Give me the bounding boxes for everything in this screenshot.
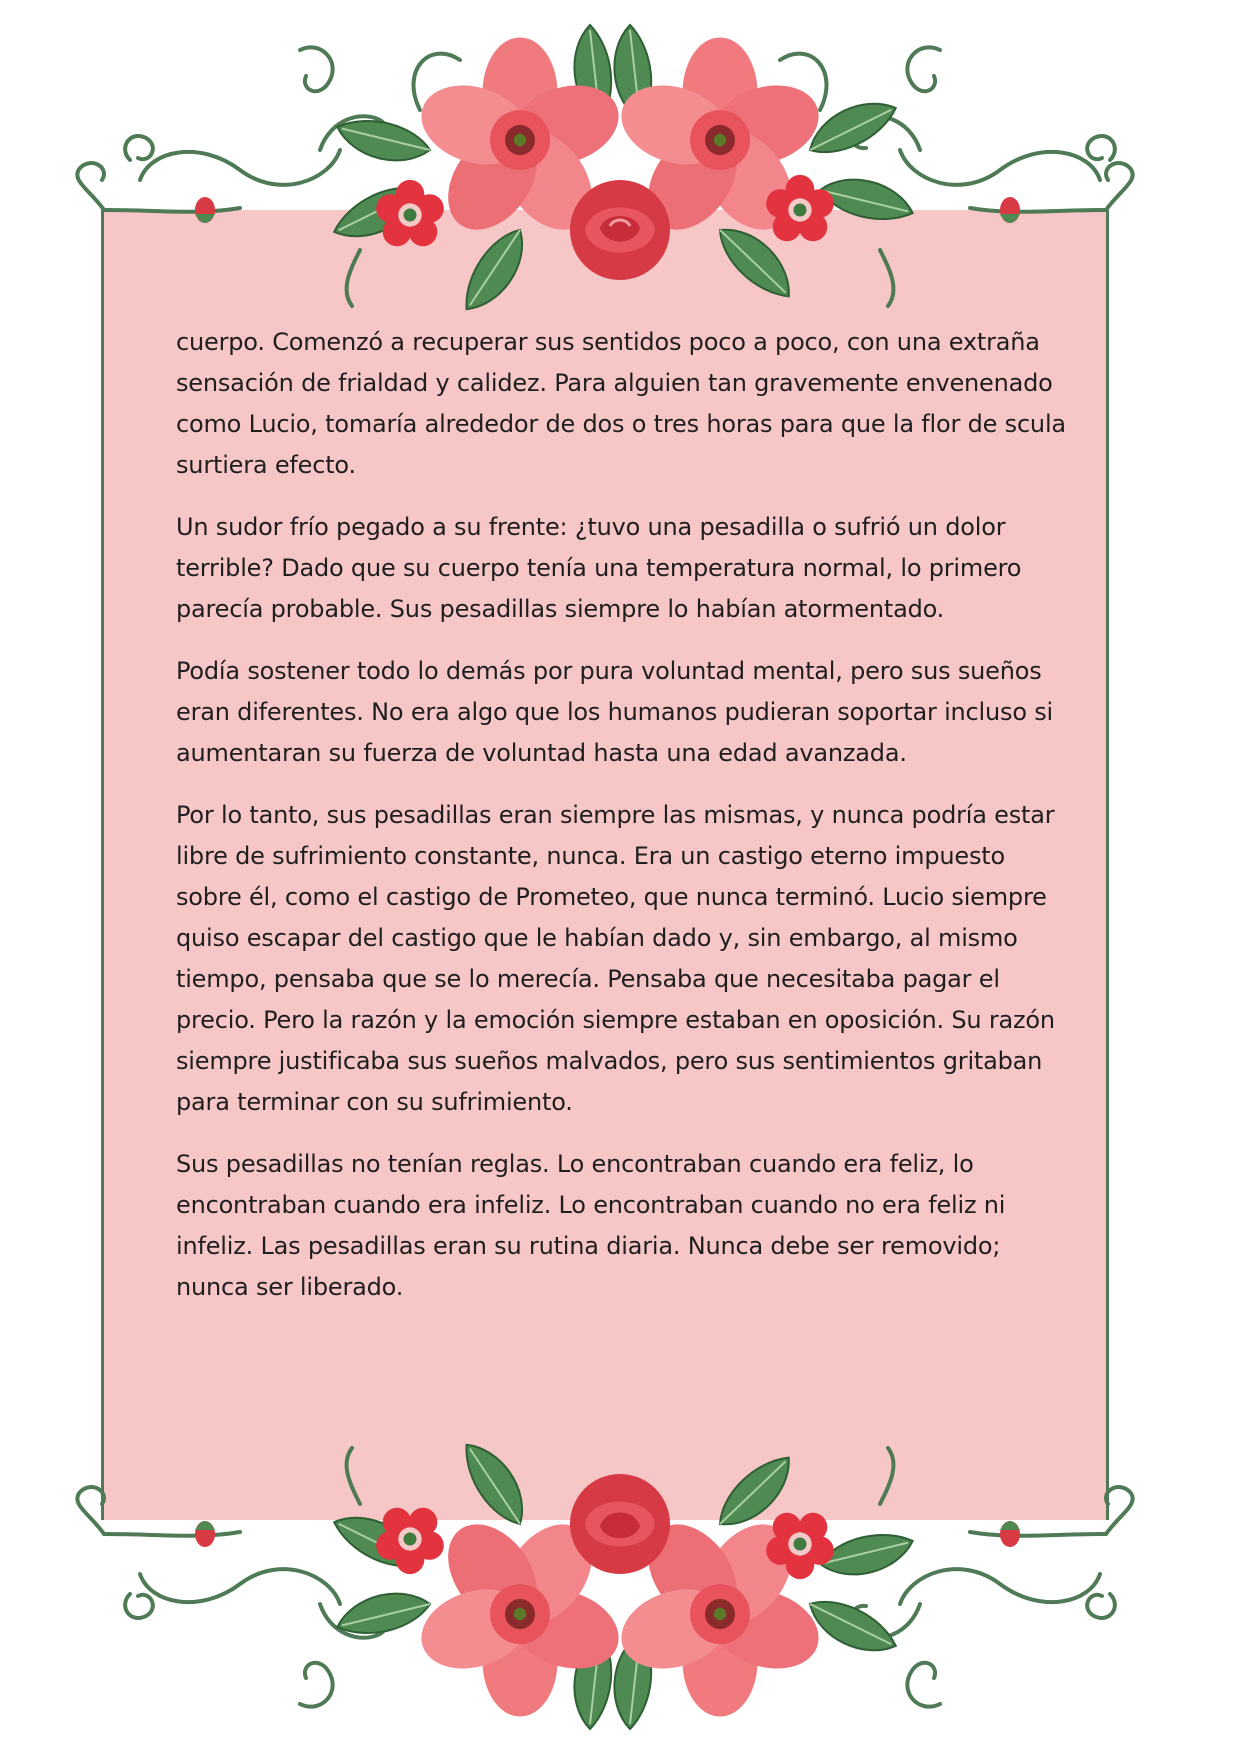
paragraph: Sus pesadillas no tenían reglas. Lo encontraban cuando era feliz, lo encontraban cuando era infeliz. Lo encontraban cuando no era feliz ni infeliz. Las pesadillas eran su rutina diaria. Nunca debe ser removido; nunca ser liberado. xyxy=(176,1150,1006,1301)
story-text xyxy=(176,322,1076,1329)
paragraph: Podía sostener todo lo demás por pura voluntad mental, pero sus sueños eran diferentes. No era algo que los humanos pudieran soportar incluso si aumentaran su fuerza de voluntad hasta una edad avanzada. xyxy=(176,657,1054,767)
floral-garland-top-icon xyxy=(0,0,1240,340)
paragraph: Un sudor frío pegado a su frente: ¿tuvo una pesadilla o sufrió un dolor terrible? Dado que su cuerpo tenía una temperatura normal, lo primero parecía probable. Sus pesadillas siempre lo habían atormentado. xyxy=(176,513,1022,623)
floral-garland-bottom-icon xyxy=(0,1414,1240,1754)
paragraph: cuerpo. Comenzó a recuperar sus sentidos poco a poco, con una extraña sensación de frialdad y calidez. Para alguien tan gravemente envenenado como Lucio, tomaría alrededor de dos o tres horas para que la flor de scula surtiera efecto. xyxy=(176,328,1066,479)
paragraph: Por lo tanto, sus pesadillas eran siempre las mismas, y nunca podría estar libre de sufrimiento constante, nunca. Era un castigo eterno impuesto sobre él, como el castigo de Prometeo, que nunca terminó. Lucio siempre quiso escapar del castigo que le habían dado y, sin embargo, al mismo tiempo, pensaba que se lo merecía. Pensaba que necesitaba pagar el precio. Pero la razón y la emoción siempre estaban en oposición. Su razón siempre justificaba sus sueños malvados, pero sus sentimientos gritaban para terminar con su sufrimiento. xyxy=(176,801,1055,1116)
